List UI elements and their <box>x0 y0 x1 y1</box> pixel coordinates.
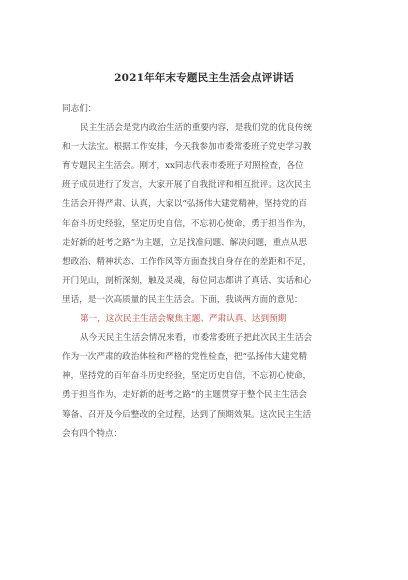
paragraph-line: 筹备、召开及今后整改的全过程，达到了预期效果。这次民主生活 <box>62 409 312 420</box>
greeting: 同志们： <box>62 104 97 114</box>
paragraph-line: 民主生活会是党内政治生活的重要内容，是我们党的优良传统 <box>80 123 313 134</box>
paragraph-line: 作为一次严肃的政治体检和严格的党性检查，把“弘扬伟大建党精 <box>62 352 308 363</box>
section-heading: 第一，这次民主生活会聚焦主题、严肃认真、达到预期 <box>80 314 287 325</box>
paragraph-line: 会有四个特点： <box>62 428 123 439</box>
paragraph-line: 走好新的赶考之路”为主题，立足找准问题、解决问题，重点从思 <box>62 237 308 248</box>
document-title: 2021年年末专题民主生活会点评讲话 <box>114 72 294 84</box>
paragraph-line: 勇于担当作为，走好新的赶考之路”的主题贯穿于整个民主生活会 <box>62 390 308 401</box>
document-body <box>62 100 352 444</box>
paragraph-line: 里话，是一次高质量的民主生活会。下面，我谈两方面的意见： <box>62 294 303 305</box>
paragraph-line: 年奋斗历史经验，坚定历史自信，不忘初心使命，勇于担当作为， <box>62 218 312 229</box>
paragraph-line: 生活会开得严肃、认真，大家以“弘扬伟大建党精神，坚持党的百 <box>62 199 308 210</box>
paragraph-line: 从今天民主生活会情况来看，市委常委班子把此次民主生活会 <box>80 333 313 344</box>
paragraph-line: 神，坚持党的百年奋斗历史经验，坚定历史自信，不忘初心使命， <box>62 371 312 382</box>
paragraph-line: 和一大法宝。根据工作安排，今天我参加市委常委班子党史学习教 <box>62 142 312 153</box>
paragraph-line: 开门见山，剖析深刻，触及灵魂，每位同志都讲了真话、实话和心 <box>62 275 312 286</box>
paragraph-line: 班子成员进行了发言，大家开展了自我批评和相互批评。这次民主 <box>62 180 312 191</box>
paragraph-line: 想政治、精神状态、工作作风等方面查找自身存在的差距和不足， <box>62 256 312 267</box>
paragraph-line: 育专题民主生活会。刚才，xx同志代表市委班子对照检查，各位 <box>62 161 304 172</box>
